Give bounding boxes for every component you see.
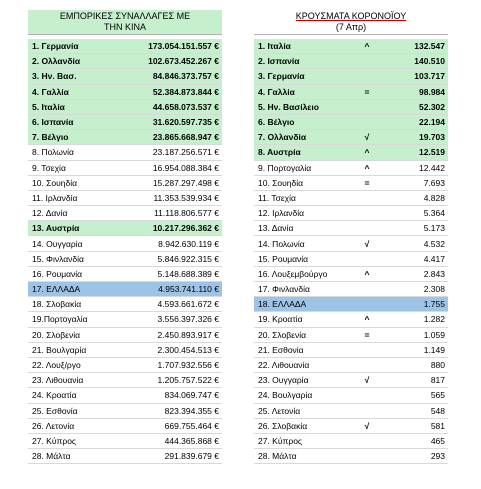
cases-value: 5.173 <box>423 223 445 234</box>
trade-value: 5.846.922.315 € <box>157 253 219 264</box>
trade-value: 834.069.747 € <box>164 390 219 401</box>
trade-country: 23. Λιθουανία <box>32 375 84 386</box>
trade-value: 3.556.397.326 € <box>157 314 219 325</box>
trade-value: 10.217.296.362 € <box>152 223 219 234</box>
trade-country: 2. Ολλανδία <box>32 56 81 67</box>
trade-value: 4.593.661.672 € <box>157 299 219 310</box>
cases-country: 6. Βέλγιο <box>258 117 295 128</box>
cases-country: 13. Δανία <box>258 223 294 234</box>
trade-country: 21. Βουλγαρία <box>32 344 87 355</box>
cases-row <box>254 221 448 236</box>
cases-row <box>254 206 448 221</box>
trend-mark: √ <box>364 132 370 143</box>
cases-value: 7.693 <box>423 177 445 188</box>
trade-row <box>28 297 222 312</box>
cases-value: 565 <box>430 390 445 401</box>
coronavirus-cases-header <box>254 10 448 35</box>
trend-mark: ^ <box>364 41 370 52</box>
cases-value: 4.828 <box>423 192 445 203</box>
cases-country: 8. Αυστρία <box>258 147 301 158</box>
trade-value: 291.839.679 € <box>164 451 219 462</box>
trade-row <box>28 130 222 145</box>
cases-value: 2.308 <box>423 284 445 295</box>
cases-value: 5.364 <box>423 208 445 219</box>
cases-value: 98.984 <box>419 86 445 97</box>
trade-value: 669.755.464 € <box>164 420 219 431</box>
trade-value: 102.673.452.267 € <box>148 56 219 67</box>
trade-country: 1. Γερμανία <box>32 41 79 52</box>
cases-country: 19. Κροατία <box>258 314 303 325</box>
cases-row <box>254 176 448 191</box>
china-trade-header-line2: ΤΗΝ ΚΙΝΑ <box>103 22 146 32</box>
cases-row <box>254 343 448 358</box>
trade-row <box>28 115 222 130</box>
cases-country: 21. Εσθονία <box>258 344 304 355</box>
cases-value: 1.282 <box>423 314 445 325</box>
cases-value: 880 <box>430 360 445 371</box>
trade-row <box>28 85 222 100</box>
cases-row <box>254 297 448 312</box>
cases-row <box>254 282 448 297</box>
trade-country: 24. Κροατία <box>32 390 77 401</box>
cases-row <box>254 39 448 54</box>
cases-row <box>254 449 448 464</box>
trade-country: 17. ΕΛΛΑΔΑ <box>32 284 81 295</box>
cases-row <box>254 115 448 130</box>
trend-mark: √ <box>364 238 370 249</box>
cases-value: 132.547 <box>414 41 445 52</box>
trade-country: 13. Αυστρία <box>32 223 80 234</box>
trade-row <box>28 100 222 115</box>
trade-value: 15.287.297.498 € <box>152 177 219 188</box>
cases-row <box>254 388 448 403</box>
cases-row <box>254 404 448 419</box>
trade-value: 84.846.373.757 € <box>152 71 219 82</box>
trend-mark: √ <box>364 420 370 431</box>
cases-country: 1. Ιταλία <box>258 41 291 52</box>
cases-value: 12.442 <box>419 162 445 173</box>
cases-country: 2. Ισπανία <box>258 56 300 67</box>
trade-value: 823.394.355 € <box>164 405 219 416</box>
trade-row <box>28 267 222 282</box>
trade-row <box>28 449 222 464</box>
cases-country: 18. ΕΛΛΑΔΑ <box>258 299 307 310</box>
cases-row <box>254 236 448 251</box>
trade-value: 11.353.539.934 € <box>153 192 219 203</box>
trade-row <box>28 343 222 358</box>
trade-country: 28. Μάλτα <box>32 451 71 462</box>
cases-value: 293 <box>430 451 445 462</box>
cases-row <box>254 130 448 145</box>
trade-value: 2.300.454.513 € <box>157 344 219 355</box>
trade-value: 444.365.868 € <box>164 435 219 446</box>
cases-row <box>254 191 448 206</box>
trade-country: 26. Λετονία <box>32 420 75 431</box>
trade-row <box>28 373 222 388</box>
trade-country: 6. Ισπανία <box>32 117 74 128</box>
trend-mark: ^ <box>364 162 370 173</box>
trade-row <box>28 434 222 449</box>
cases-value: 1.149 <box>423 344 445 355</box>
cases-row <box>254 358 448 373</box>
trade-country: 3. Ην. Βασ. <box>32 71 77 82</box>
trade-country: 4. Γαλλία <box>32 86 69 97</box>
cases-country: 15. Ρουμανία <box>258 253 309 264</box>
cases-country: 22. Λιθουανία <box>258 360 310 371</box>
coronavirus-cases-header-line1: ΚΡΟΥΣΜΑΤΑ ΚΟΡΟΝΟΪΟΥ <box>295 11 407 21</box>
trade-row <box>28 191 222 206</box>
cases-value: 465 <box>430 435 445 446</box>
cases-value: 1.059 <box>423 329 445 340</box>
trade-country: 10. Σουηδία <box>32 177 78 188</box>
china-trade-rows <box>28 39 222 464</box>
cases-value: 52.302 <box>419 101 445 112</box>
trade-value: 8.942.630.119 € <box>158 238 219 249</box>
cases-value: 19.703 <box>419 132 445 143</box>
trade-row <box>28 282 222 297</box>
trade-value: 11.118.806.577 € <box>154 208 219 219</box>
coronavirus-cases-header-line2: (7 Απρ) <box>335 22 367 32</box>
cases-value: 548 <box>430 405 445 416</box>
cases-row <box>254 54 448 69</box>
cases-value: 12.519 <box>419 147 445 158</box>
trade-country: 12. Δανία <box>32 208 68 219</box>
trade-row <box>28 419 222 434</box>
cases-country: 25. Λετονία <box>258 405 301 416</box>
trade-country: 19.Πορτογαλία <box>32 314 88 325</box>
trade-country: 9. Τσεχία <box>32 162 66 173</box>
cases-value: 4.532 <box>423 238 445 249</box>
cases-row <box>254 328 448 343</box>
trend-mark: = <box>364 86 370 97</box>
trade-value: 2.450.893.917 € <box>157 329 219 340</box>
cases-country: 14. Πολωνία <box>258 238 305 249</box>
trade-country: 8. Πολωνία <box>32 147 74 158</box>
china-trade-header-line1: ΕΜΠΟΡΙΚΕΣ ΣΥΝΑΛΛΑΓΕΣ ΜΕ <box>59 11 191 21</box>
trend-mark: = <box>364 177 370 188</box>
trend-mark: ^ <box>364 268 370 279</box>
trade-value: 31.620.597.735 € <box>152 117 219 128</box>
trend-mark: ^ <box>364 314 370 325</box>
cases-country: 7. Ολλανδία <box>258 132 307 143</box>
cases-country: 24. Βουλγαρία <box>258 390 313 401</box>
trade-row <box>28 328 222 343</box>
trade-row <box>28 69 222 84</box>
cases-country: 10. Σουηδία <box>258 177 304 188</box>
cases-country: 3. Γερμανία <box>258 71 305 82</box>
cases-value: 103.717 <box>414 71 445 82</box>
trade-value: 1.707.932.556 € <box>157 360 219 371</box>
cases-value: 817 <box>430 375 445 386</box>
trade-value: 1.205.757.522 € <box>157 375 219 386</box>
trade-row <box>28 312 222 327</box>
trade-country: 18. Σλοβακία <box>32 299 82 310</box>
cases-row <box>254 373 448 388</box>
trade-row <box>28 176 222 191</box>
cases-country: 23. Ουγγαρία <box>258 375 309 386</box>
cases-row <box>254 267 448 282</box>
trade-value: 23.865.668.947 € <box>152 132 219 143</box>
cases-value: 140.510 <box>414 56 445 67</box>
trade-row <box>28 206 222 221</box>
cases-row <box>254 434 448 449</box>
trade-value: 173.054.151.557 € <box>148 41 219 52</box>
trade-row <box>28 145 222 160</box>
trade-country: 7. Βέλγιο <box>32 132 69 143</box>
trade-country: 16. Ρουμανία <box>32 268 83 279</box>
coronavirus-cases-rows <box>254 39 448 464</box>
cases-value: 22.194 <box>419 117 445 128</box>
trade-value: 44.658.073.537 € <box>152 101 219 112</box>
cases-country: 12. Ιρλανδία <box>258 208 305 219</box>
cases-country: 16. Λουξεμβούργο <box>258 268 328 279</box>
cases-row <box>254 161 448 176</box>
cases-value: 2.843 <box>423 268 445 279</box>
trade-row <box>28 252 222 267</box>
coronavirus-cases-table <box>254 10 448 464</box>
trade-value: 5.148.688.389 € <box>157 268 219 279</box>
trend-mark: √ <box>364 375 370 386</box>
trade-row <box>28 161 222 176</box>
cases-country: 20. Σλοβενία <box>258 329 307 340</box>
trade-value: 4.953.741.110 € <box>158 284 219 295</box>
trade-row <box>28 39 222 54</box>
cases-row <box>254 100 448 115</box>
cases-row <box>254 85 448 100</box>
cases-row <box>254 252 448 267</box>
cases-country: 28. Μάλτα <box>258 451 297 462</box>
cases-country: 9. Πορτογαλία <box>258 162 312 173</box>
cases-country: 11. Τσεχία <box>258 192 296 203</box>
china-trade-table <box>28 10 222 464</box>
cases-row <box>254 312 448 327</box>
trade-row <box>28 358 222 373</box>
trade-country: 5. Ιταλία <box>32 101 65 112</box>
trade-country: 15. Φινλανδία <box>32 253 84 264</box>
cases-value: 4.417 <box>423 253 445 264</box>
trade-country: 22. Λουξ/ργο <box>32 360 81 371</box>
cases-row <box>254 145 448 160</box>
cases-country: 5. Ην. Βασίλειο <box>258 101 319 112</box>
cases-country: 17. Φινλανδία <box>258 284 310 295</box>
trend-mark: ^ <box>364 147 370 158</box>
trade-row <box>28 221 222 236</box>
cases-country: 27. Κύπρος <box>258 435 303 446</box>
trade-country: 11. Ιρλανδία <box>32 192 78 203</box>
cases-row <box>254 419 448 434</box>
cases-row <box>254 69 448 84</box>
cases-value: 581 <box>430 420 445 431</box>
trade-country: 20. Σλοβενία <box>32 329 81 340</box>
trade-country: 25. Εσθονία <box>32 405 78 416</box>
trade-row <box>28 404 222 419</box>
cases-country: 26. Σλοβακία <box>258 420 308 431</box>
trend-mark: = <box>364 329 370 340</box>
cases-country: 4. Γαλλία <box>258 86 295 97</box>
trade-row <box>28 54 222 69</box>
trade-row <box>28 236 222 251</box>
trade-value: 16.954.088.384 € <box>152 162 219 173</box>
cases-value: 1.755 <box>423 299 445 310</box>
trade-country: 27. Κύπρος <box>32 435 77 446</box>
trade-value: 23.187.256.571 € <box>152 147 219 158</box>
trade-country: 14. Ουγγαρία <box>32 238 83 249</box>
trade-value: 52.384.873.844 € <box>152 86 219 97</box>
trade-row <box>28 388 222 403</box>
china-trade-header <box>28 10 222 35</box>
